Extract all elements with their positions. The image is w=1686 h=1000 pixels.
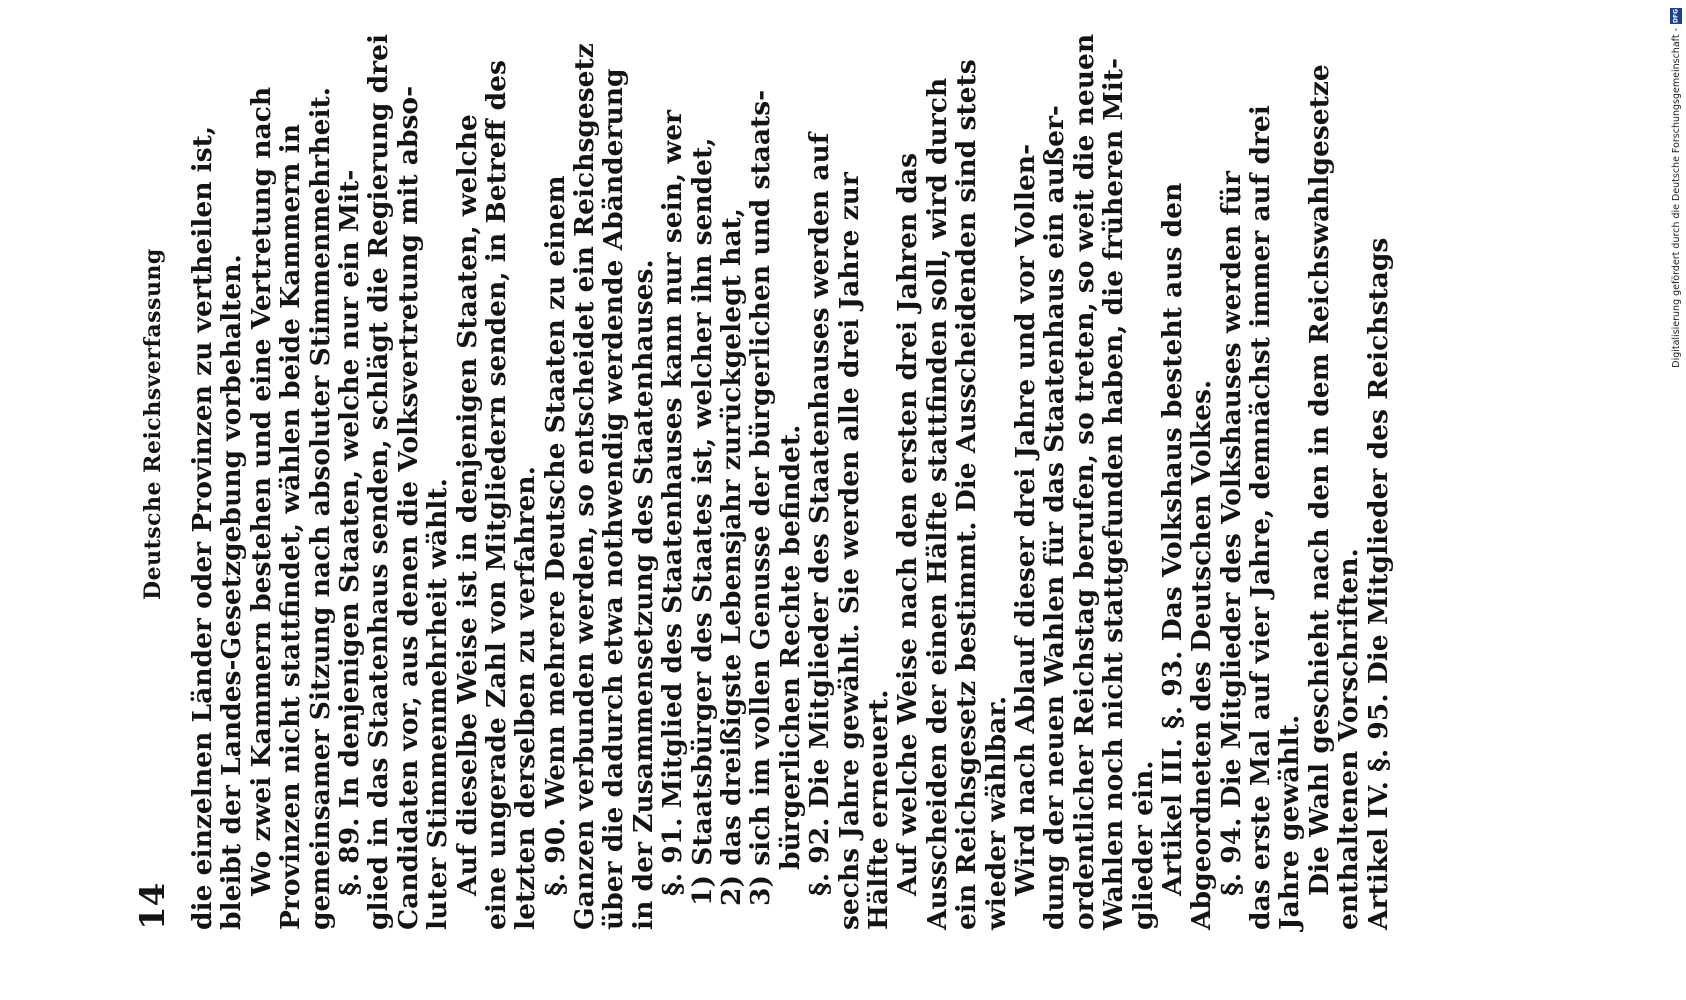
article-heading-line: Artikel IV. §. 95. Die Mitglieder des Reichstags [1362, 237, 1394, 930]
rotated-page-content [118, 33, 1558, 930]
text-line: ordentlicher Reichstag berufen, so treten, so weit die neuen [1068, 33, 1100, 930]
credit-text: Digitalisierung gefördert durch die Deutsche Forschungsgemeinschaft - [1670, 28, 1682, 368]
text-line: wieder wählbar. [980, 695, 1012, 930]
text-line: §. 94. Die Mitglieder des Volkshauses werden für [1215, 171, 1247, 896]
text-line: Provinzen nicht stattfindet, wählen beide Kammern in [275, 124, 307, 930]
text-line: sechs Jahre gewählt. Sie werden alle drei Jahre zur [833, 172, 865, 930]
text-line: gemeinsamer Sitzung nach absoluter Stimmenmehrheit. [304, 86, 336, 930]
text-line: glieder ein. [1127, 760, 1159, 930]
text-line: §. 90. Wenn mehrere Deutsche Staaten zu einem [539, 175, 571, 896]
text-line: das erste Mal auf vier Jahre, demnächst immer auf drei [1245, 105, 1277, 930]
text-line: die einzelnen Länder oder Provinzen zu vertheilen ist, [187, 125, 218, 930]
text-line: luter Stimmenmehrheit wählt. [422, 478, 454, 930]
page-number: 14 [133, 882, 173, 930]
text-line: Hälfte erneuert. [862, 689, 894, 930]
dfg-logo-icon: DFG [1670, 8, 1682, 24]
text-line: enthaltenen Vorschriften. [1333, 548, 1365, 930]
text-line: ein Reichsgesetz bestimmt. Die Ausscheidenden sind stets [951, 59, 983, 930]
text-line: Ausscheiden der einen Hälfte stattfinden soll, wird durch [921, 77, 953, 930]
text-line: eine ungerade Zahl von Mitgliedern senden, in Betreff des [480, 60, 512, 930]
text-line: letzten derselben zu verfahren. [510, 466, 542, 930]
text-line: Candidaten vor, aus denen die Volksvertretung mit abso- [392, 85, 424, 930]
list-item: 1) Staatsbürger des Staates ist, welcher ihn sendet, [686, 137, 718, 906]
text-line: Auf welche Weise nach den ersten drei Jahren das [892, 152, 924, 896]
list-item: 2) das dreißigste Lebensjahr zurückgelegt hat, [716, 208, 748, 906]
text-line: glied in das Staatenhaus senden, schlägt die Regierung drei [363, 33, 395, 930]
text-line: bürgerlichen Rechte befindet. [774, 424, 806, 870]
text-line: Die Wahl geschieht nach den in dem Reichswahlgesetze [1303, 64, 1335, 896]
page-header [118, 90, 188, 930]
running-title: Deutsche Reichsverfassung [140, 248, 166, 600]
text-line: Jahre gewählt. [1274, 714, 1306, 930]
text-line: in der Zusammensetzung des Staatenhauses. [627, 259, 659, 930]
digitization-credit [1670, 8, 1682, 368]
text-line: §. 89. In denjenigen Staaten, welche nur ein Mit- [333, 169, 365, 896]
text-line: Wahlen noch nicht stattgefunden haben, die früheren Mit- [1098, 57, 1130, 930]
article-heading-line: Artikel III. §. 93. Das Volkshaus besteht aus den [1156, 182, 1188, 896]
text-line: Abgeordneten des Deutschen Volkes. [1186, 379, 1218, 930]
list-item: 3) sich im vollen Genusse der bürgerlichen und staats- [745, 89, 777, 906]
text-line: §. 91. Mitglied des Staatenhauses kann nur sein, wer [657, 109, 689, 896]
text-line: dung der neuen Wahlen für das Staatenhaus ein außer- [1039, 105, 1071, 930]
text-line: Ganzen verbunden werden, so entscheidet ein Reichsgesetz [569, 43, 601, 930]
body-text [187, 33, 1394, 930]
text-line: über die dadurch etwa nothwendig werdende Abänderung [598, 68, 630, 930]
text-line: bleibt der Landes-Gesetzgebung vorbehalten. [216, 254, 248, 930]
text-line: Wo zwei Kammern bestehen und eine Vertretung nach [245, 86, 277, 896]
text-line: Wird nach Ablauf dieser drei Jahre und vor Vollen- [1009, 143, 1041, 896]
text-line: Auf dieselbe Weise ist in denjenigen Staaten, welche [451, 114, 483, 896]
text-line: §. 92. Die Mitglieder des Staatenhauses werden auf [804, 132, 836, 896]
